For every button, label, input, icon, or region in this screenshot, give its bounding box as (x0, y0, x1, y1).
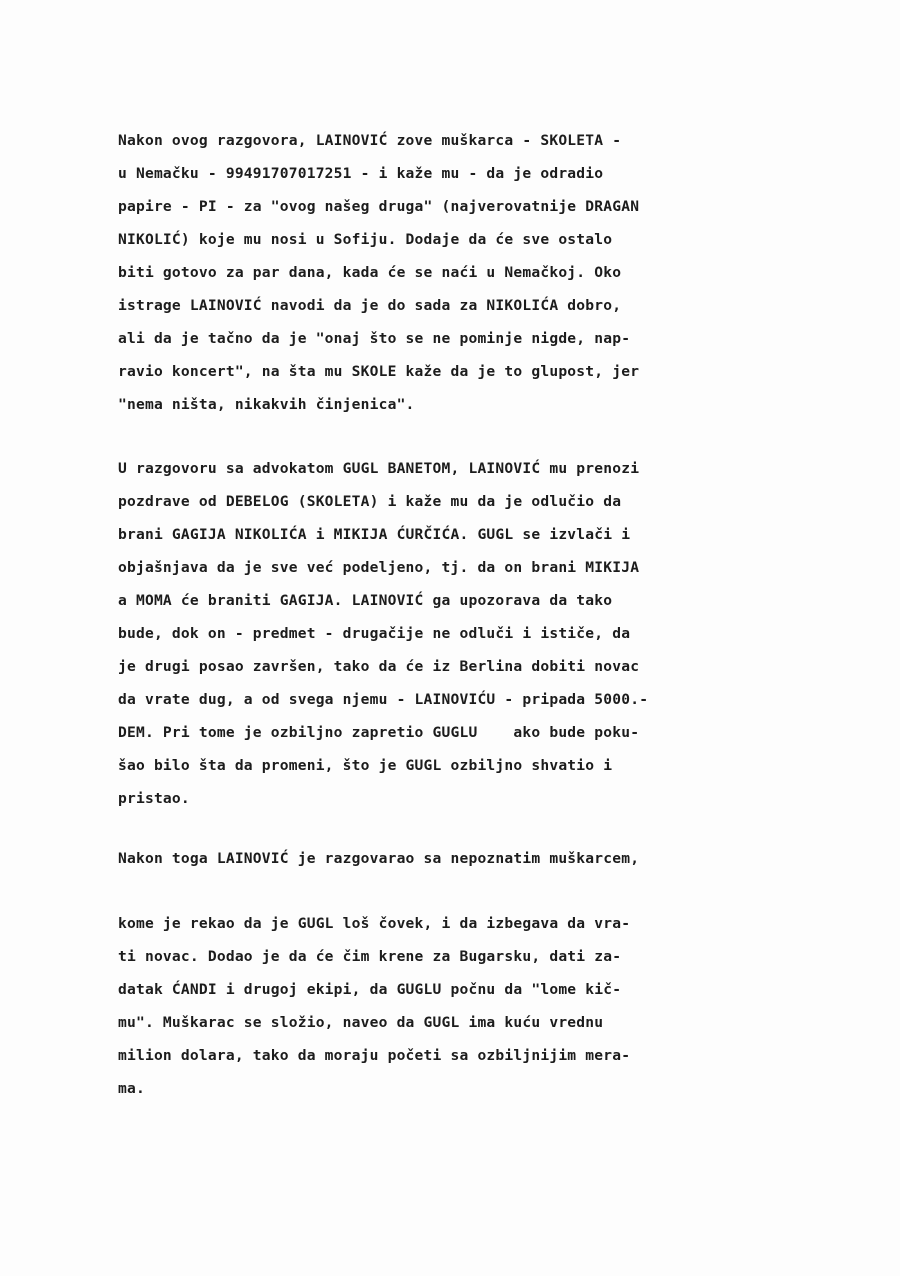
text-line: "nema ništa, nikakvih činjenica". (118, 396, 415, 413)
text-line: biti gotovo za par dana, kada će se naći u Nemačkoj. Oko (118, 264, 622, 281)
text-line: ravio koncert", na šta mu SKOLE kaže da je to glupost, jer (118, 363, 640, 380)
text-line: a MOMA će braniti GAGIJA. LAINOVIĆ ga upozorava da tako (118, 592, 613, 609)
text-line: istrage LAINOVIĆ navodi da je do sada za NIKOLIĆA dobro, (118, 297, 622, 314)
text-line: Nakon toga LAINOVIĆ je razgovarao sa nepoznatim muškarcem, (118, 850, 640, 867)
text-line: mu". Muškarac se složio, naveo da GUGL ima kuću vrednu (118, 1014, 604, 1031)
text-line: ma. (118, 1080, 145, 1097)
text-line: šao bilo šta da promeni, što je GUGL ozbiljno shvatio i (118, 757, 613, 774)
text-line: datak ĆANDI i drugoj ekipi, da GUGLU počnu da "lome kič- (118, 981, 622, 998)
text-line: Nakon ovog razgovora, LAINOVIĆ zove muškarca - SKOLETA - (118, 132, 622, 149)
text-line: pozdrave od DEBELOG (SKOLETA) i kaže mu da je odlučio da (118, 493, 622, 510)
text-line: ali da je tačno da je "onaj što se ne pominje nigde, nap- (118, 330, 631, 347)
text-line: DEM. Pri tome je ozbiljno zapretio GUGLU ako bude poku- (118, 724, 640, 741)
text-line: u Nemačku - 99491707017251 - i kaže mu - da je odradio (118, 165, 604, 182)
text-line: bude, dok on - predmet - drugačije ne odluči i ističe, da (118, 625, 631, 642)
text-line: je drugi posao završen, tako da će iz Berlina dobiti novac (118, 658, 640, 675)
paragraph-1 (118, 124, 778, 421)
paragraph-3 (118, 842, 778, 875)
paragraph-2 (118, 452, 778, 815)
text-line: ti novac. Dodao je da će čim krene za Bugarsku, dati za- (118, 948, 622, 965)
text-line: milion dolara, tako da moraju početi sa ozbiljnijim mera- (118, 1047, 631, 1064)
text-line: U razgovoru sa advokatom GUGL BANETOM, LAINOVIĆ mu prenozi (118, 460, 640, 477)
text-line: papire - PI - za "ovog našeg druga" (najverovatnije DRAGAN (118, 198, 640, 215)
text-line: objašnjava da je sve već podeljeno, tj. da on brani MIKIJA (118, 559, 640, 576)
text-line: da vrate dug, a od svega njemu - LAINOVIĆU - pripada 5000.- (118, 691, 649, 708)
text-line: pristao. (118, 790, 190, 807)
text-line: NIKOLIĆ) koje mu nosi u Sofiju. Dodaje da će sve ostalo (118, 231, 613, 248)
text-line: kome je rekao da je GUGL loš čovek, i da izbegava da vra- (118, 915, 631, 932)
paragraph-4 (118, 907, 778, 1105)
text-line: brani GAGIJA NIKOLIĆA i MIKIJA ĆURČIĆA. GUGL se izvlači i (118, 526, 631, 543)
